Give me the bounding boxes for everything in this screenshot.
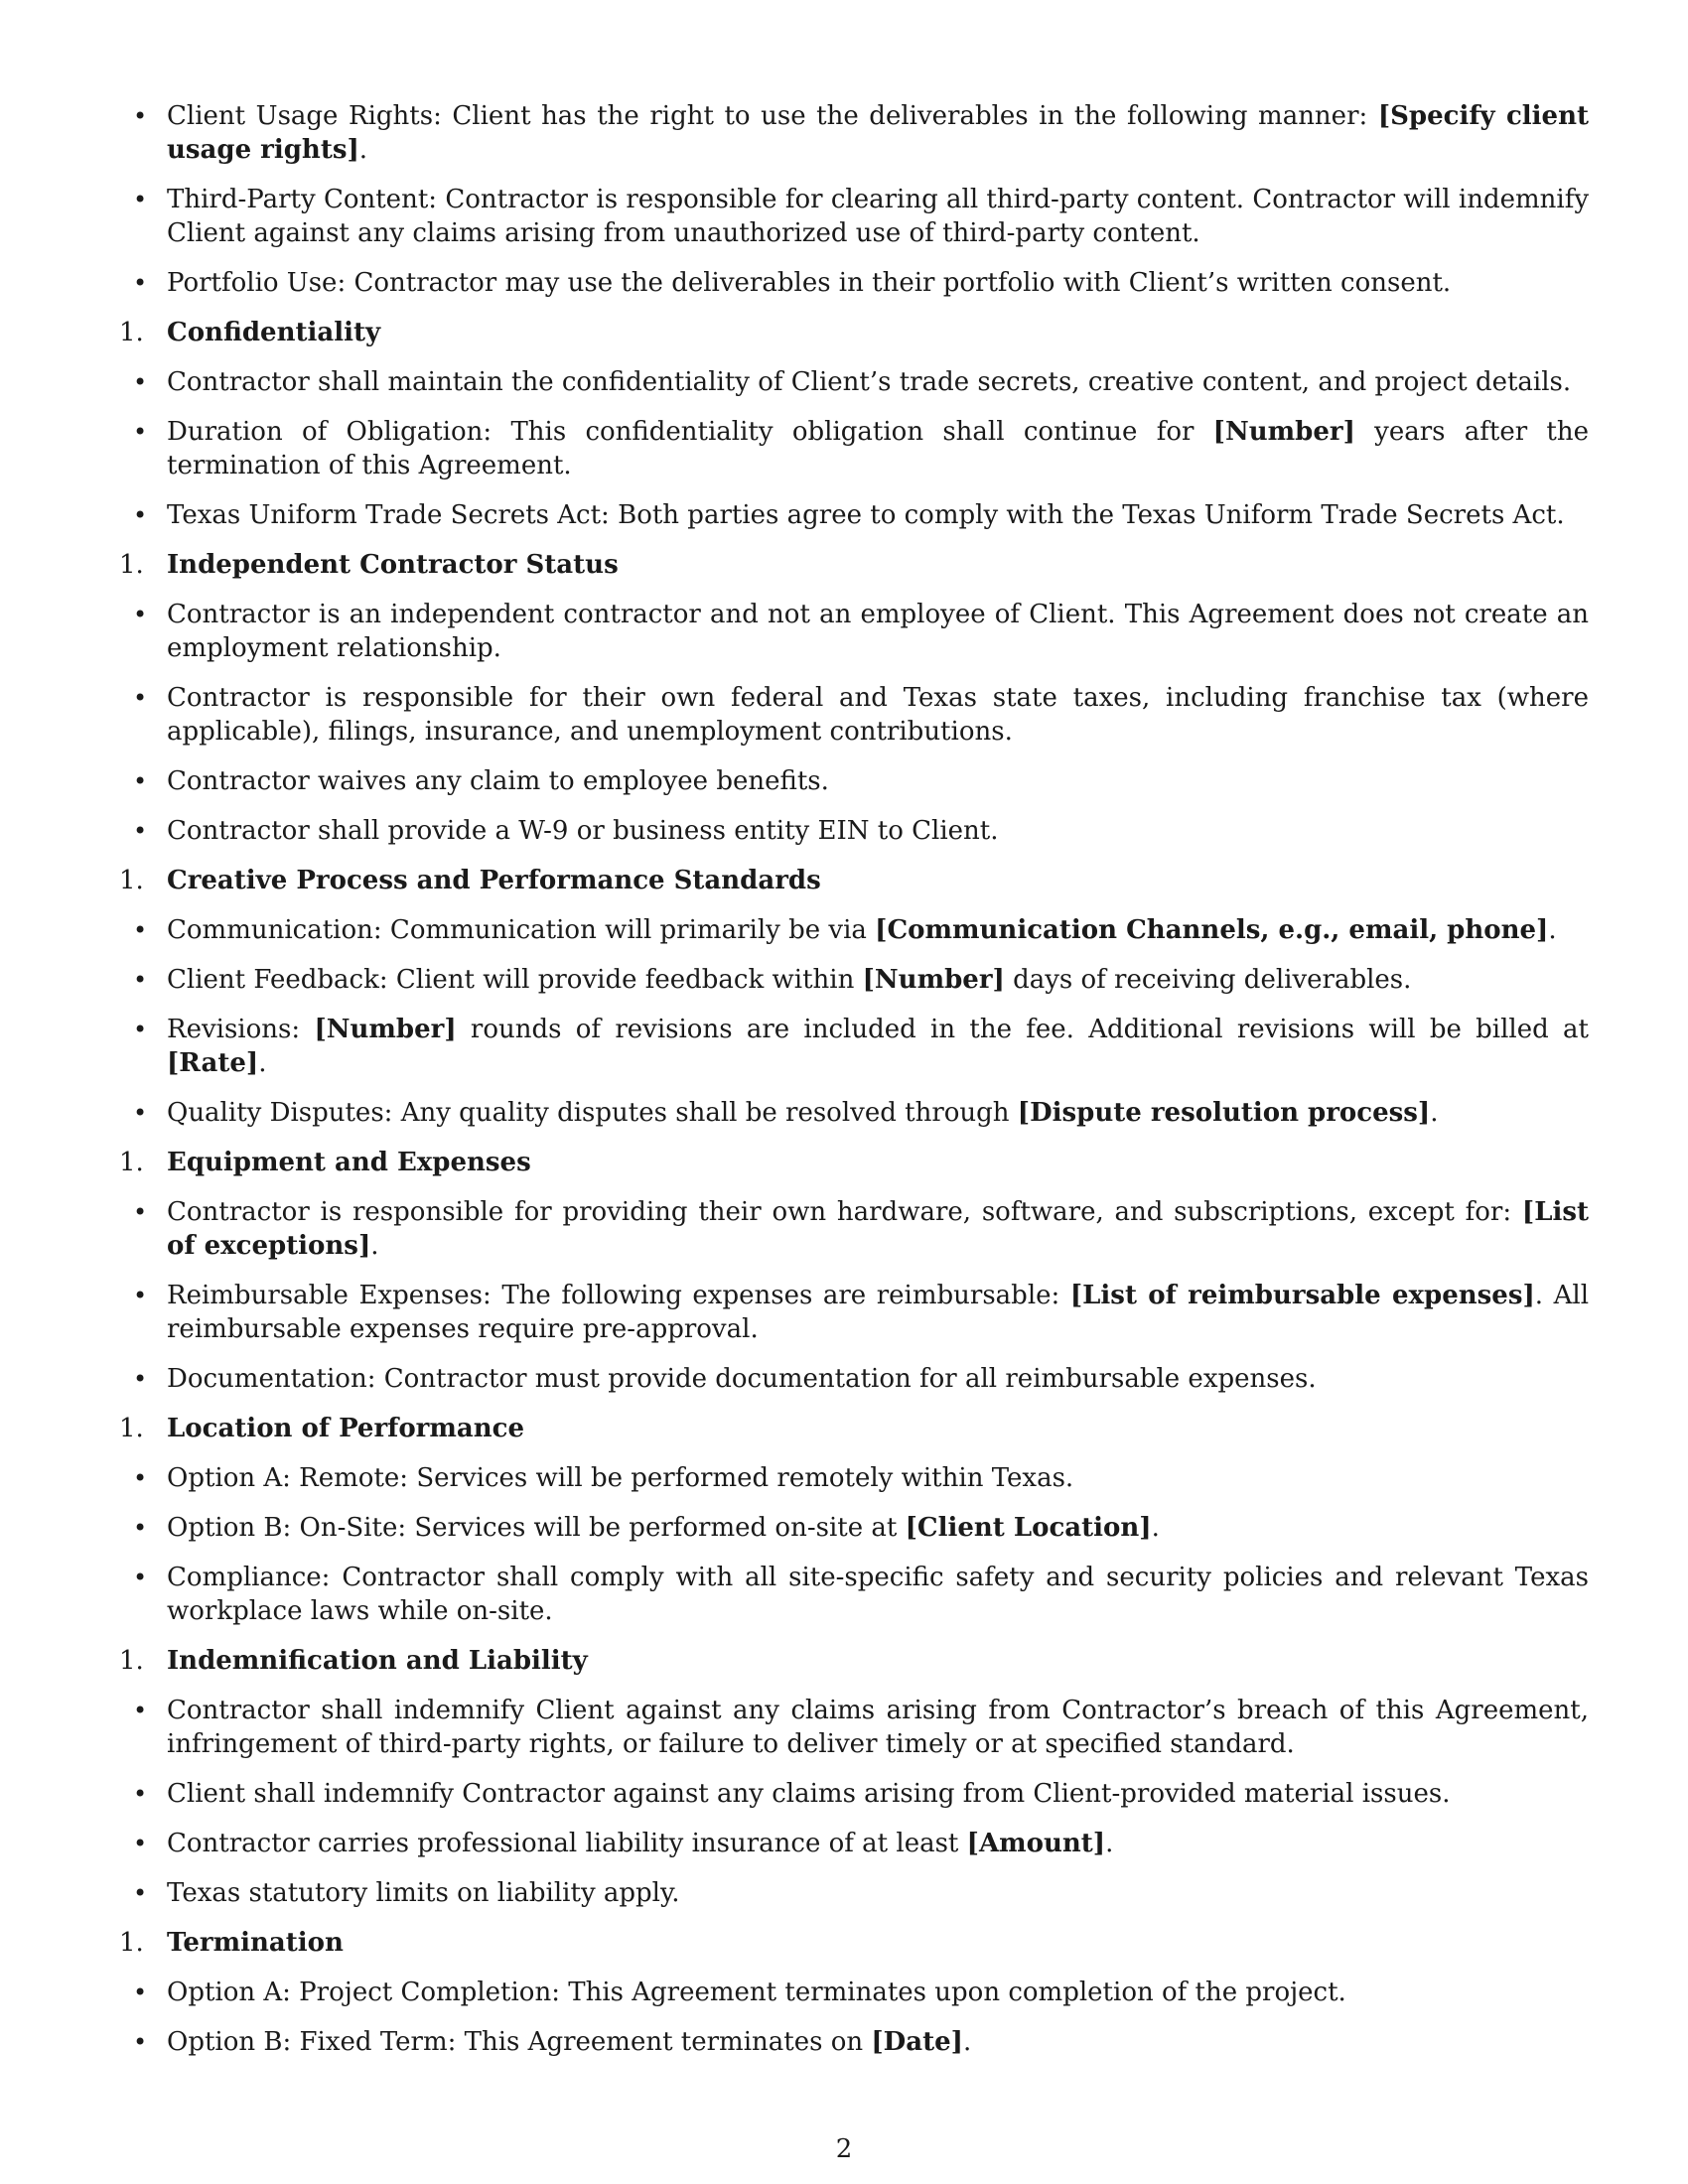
list-item — [119, 963, 1589, 997]
item-text: days of receiving deliverables. — [1004, 965, 1412, 995]
item-text: . — [1151, 1513, 1160, 1543]
placeholder-field: [Communication Channels, e.g., email, phone] — [875, 915, 1549, 945]
item-text: This confidentiality obligation shall continue for — [510, 417, 1213, 447]
list-item — [119, 1511, 1589, 1545]
section-title: Location of Performance — [167, 1414, 525, 1443]
bullet-icon: • — [133, 1879, 148, 1907]
item-label: Option B: Fixed Term: — [167, 2027, 457, 2057]
section-number: 1. — [119, 1646, 144, 1676]
list-item — [119, 1096, 1589, 1130]
item-text: Contractor may use the deliverables in their portfolio with Client’s written consent. — [353, 268, 1452, 298]
item-label: Option A: Project Completion: — [167, 1978, 560, 2007]
item-text: . All reimbursable expenses require pre-approval. — [167, 1281, 1590, 1344]
item-text: . — [1430, 1098, 1439, 1128]
section-number: 1. — [119, 550, 144, 580]
item-text: Contractor shall maintain the confidentiality of Client’s trade secrets, creative content, and project details. — [167, 367, 1572, 397]
item-label: Client Usage Rights: — [167, 101, 442, 131]
placeholder-field: [Dispute resolution process] — [1017, 1098, 1431, 1128]
item-label: Duration of Obligation: — [167, 417, 492, 447]
section-title: Independent Contractor Status — [167, 550, 619, 580]
item-text: This Agreement terminates upon completion of the project. — [568, 1978, 1346, 2007]
list-item — [119, 598, 1589, 665]
placeholder-field: [Number] — [314, 1015, 457, 1044]
bullet-icon: • — [133, 1198, 148, 1226]
bullet-icon: • — [133, 916, 148, 944]
list-item — [119, 1461, 1589, 1495]
item-text: Both parties agree to comply with the Texas Uniform Trade Secrets Act. — [618, 500, 1565, 530]
item-text: Contractor shall provide a W-9 or business entity EIN to Client. — [167, 816, 999, 846]
placeholder-field: [Number] — [1212, 417, 1355, 447]
item-label: Portfolio Use: — [167, 268, 347, 298]
list-item — [119, 183, 1589, 250]
section-number: 1. — [119, 1414, 144, 1443]
item-text: Contractor is responsible for their own federal and Texas state taxes, including franchise tax (where applicable), filings, insurance, and unemployment contributions. — [167, 683, 1589, 747]
item-text: years after the termination of this Agreement. — [167, 417, 1590, 480]
item-text: Contractor must provide documentation for all reimbursable expenses. — [383, 1364, 1317, 1394]
list-item — [119, 365, 1589, 399]
item-text: Client has the right to use the deliverables in the following manner: — [452, 101, 1378, 131]
bullet-icon: • — [133, 1365, 148, 1393]
bullet-icon: • — [133, 1099, 148, 1127]
section-number: 1. — [119, 1928, 144, 1958]
list-item — [119, 1013, 1589, 1080]
item-text: . — [1105, 1829, 1114, 1858]
item-label: Texas Uniform Trade Secrets Act: — [167, 500, 610, 530]
list-item — [119, 1561, 1589, 1628]
document-body — [119, 99, 1589, 2075]
section-title: Creative Process and Performance Standards — [167, 866, 821, 895]
section-title: Indemnification and Liability — [167, 1646, 588, 1676]
bullet-icon: • — [133, 1564, 148, 1591]
item-label: Communication: — [167, 915, 382, 945]
section-title: Confidentiality — [167, 318, 381, 347]
list-item — [119, 1195, 1589, 1263]
list-item — [119, 681, 1589, 749]
list-item — [119, 99, 1589, 167]
item-label: Compliance: — [167, 1563, 331, 1592]
item-text: rounds of revisions are included in the fee. Additional revisions will be billed at — [456, 1015, 1589, 1044]
item-text: This Agreement terminates on — [464, 2027, 872, 2057]
item-text: Any quality disputes shall be resolved through — [400, 1098, 1018, 1128]
bullet-icon: • — [133, 601, 148, 628]
section-heading — [119, 1412, 1589, 1445]
bullet-icon: • — [133, 1780, 148, 1808]
item-label: Documentation: — [167, 1364, 376, 1394]
item-text: . — [370, 1231, 379, 1261]
list-item — [119, 415, 1589, 482]
bullet-icon: • — [133, 1697, 148, 1724]
list-item — [119, 913, 1589, 947]
placeholder-field: [Client Location] — [905, 1513, 1152, 1543]
list-item — [119, 2025, 1589, 2059]
bullet-icon: • — [133, 1514, 148, 1542]
list-item — [119, 266, 1589, 300]
placeholder-field: [Number] — [862, 965, 1005, 995]
bullet-icon: • — [133, 1979, 148, 2006]
placeholder-field: [Date] — [871, 2027, 963, 2057]
section-heading — [119, 1926, 1589, 1960]
list-item — [119, 1876, 1589, 1910]
item-label: Option A: Remote: — [167, 1463, 409, 1493]
bullet-icon: • — [133, 1016, 148, 1043]
section-number: 1. — [119, 1148, 144, 1177]
item-text: Contractor carries professional liability insurance of at least — [167, 1829, 967, 1858]
bullet-icon: • — [133, 102, 148, 130]
item-text: Contractor shall comply with all site-specific safety and security policies and relevant Texas workplace laws while on-site. — [167, 1563, 1590, 1626]
item-text: Client will provide feedback within — [395, 965, 863, 995]
item-text: Texas statutory limits on liability apply. — [167, 1878, 680, 1908]
bullet-icon: • — [133, 1464, 148, 1492]
list-item — [119, 1279, 1589, 1346]
item-label: Revisions: — [167, 1015, 301, 1044]
placeholder-field: [Amount] — [966, 1829, 1106, 1858]
placeholder-field: [Rate] — [167, 1048, 259, 1078]
item-label: Option B: On-Site: — [167, 1513, 407, 1543]
bullet-icon: • — [133, 1830, 148, 1857]
item-text: Services will be performed on-site at — [414, 1513, 906, 1543]
bullet-icon: • — [133, 684, 148, 712]
item-label: Reimbursable Expenses: — [167, 1281, 492, 1310]
bullet-icon: • — [133, 966, 148, 994]
item-text: Contractor is responsible for clearing all third-party content. Contractor will indemnify Client against any claims arising from unauthorized use of third-party content. — [167, 185, 1590, 248]
bullet-icon: • — [133, 368, 148, 396]
list-item — [119, 1777, 1589, 1811]
item-text: Contractor waives any claim to employee benefits. — [167, 766, 829, 796]
section-heading — [119, 548, 1589, 582]
item-text: . — [962, 2027, 972, 2057]
section-number: 1. — [119, 318, 144, 347]
bullet-icon: • — [133, 817, 148, 845]
item-label: Client Feedback: — [167, 965, 388, 995]
list-item — [119, 1362, 1589, 1396]
item-label: Quality Disputes: — [167, 1098, 393, 1128]
placeholder-field: [List of exceptions] — [167, 1197, 1589, 1261]
item-text: Services will be performed remotely within Texas. — [416, 1463, 1074, 1493]
item-text: . — [258, 1048, 267, 1078]
item-text: . — [1548, 915, 1557, 945]
list-item — [119, 764, 1589, 798]
item-text: . — [358, 135, 368, 165]
bullet-icon: • — [133, 1282, 148, 1309]
section-heading — [119, 1146, 1589, 1179]
section-title: Equipment and Expenses — [167, 1148, 531, 1177]
list-item — [119, 498, 1589, 532]
section-heading — [119, 864, 1589, 897]
section-heading — [119, 1644, 1589, 1678]
placeholder-field: [Specify client usage rights] — [167, 101, 1589, 165]
bullet-icon: • — [133, 2028, 148, 2056]
bullet-icon: • — [133, 767, 148, 795]
item-label: Third-Party Content: — [167, 185, 438, 214]
item-text: Contractor is an independent contractor and not an employee of Client. This Agreement does not create an employment relationship. — [167, 600, 1589, 663]
bullet-icon: • — [133, 501, 148, 529]
bullet-icon: • — [133, 269, 148, 297]
item-text: Communication will primarily be via — [389, 915, 876, 945]
section-title: Termination — [167, 1928, 344, 1958]
page-number: 2 — [835, 2134, 853, 2164]
section-number: 1. — [119, 866, 144, 895]
list-item — [119, 1976, 1589, 2009]
placeholder-field: [List of reimbursable expenses] — [1069, 1281, 1535, 1310]
item-text: The following expenses are reimbursable: — [501, 1281, 1070, 1310]
section-heading — [119, 316, 1589, 349]
list-item — [119, 1827, 1589, 1860]
bullet-icon: • — [133, 186, 148, 213]
list-item — [119, 1694, 1589, 1761]
bullet-icon: • — [133, 418, 148, 446]
list-item — [119, 814, 1589, 848]
item-text: Contractor shall indemnify Client against any claims arising from Contractor’s breach of this Agreement, infringement of third-party rights, or failure to deliver timely or at specified standard. — [167, 1696, 1589, 1759]
item-text: Client shall indemnify Contractor against any claims arising from Client-provided material issues. — [167, 1779, 1451, 1809]
item-text: Contractor is responsible for providing their own hardware, software, and subscriptions, except for: — [167, 1197, 1522, 1227]
